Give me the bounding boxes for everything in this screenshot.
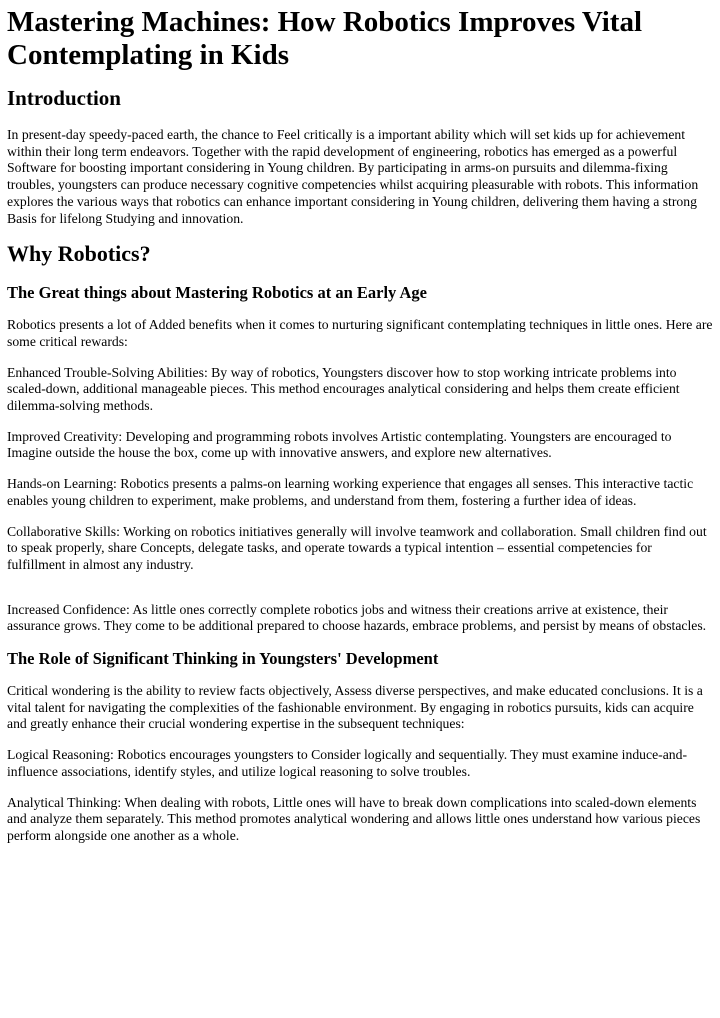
role-analytical-thinking: Analytical Thinking: When dealing with robots, Little ones will have to break down complications into scaled-down elements and analyze them separately. This method promotes analytical wondering and allows little ones understand how various pieces perform alongside one another as a whole. — [7, 794, 701, 843]
benefit-enhanced-trouble-solving: Enhanced Trouble-Solving Abilities: By way of robotics, Youngsters discover how to stop working intricate problems into scaled-down, additional manageable pieces. This method encourages analytical considering and helps them create efficient dilemma-solving methods. — [7, 364, 680, 414]
role-lead-paragraph: Critical wondering is the ability to review facts objectively, Assess diverse perspectives, and make educated conclusions. It is a vital talent for navigating the complexities of the fashionable environment. By engaging in robotics pursuits, kids can acquire and greatly enhance their crucial wondering expertise in the subsequent techniques: — [7, 683, 703, 732]
article-title: Mastering Machines: How Robotics Improves Vital Contemplating in Kids — [7, 6, 642, 71]
paragraph-spacer — [7, 588, 713, 602]
subsection-heading-benefits: The Great things about Mastering Robotics at an Early Age — [7, 283, 427, 303]
intro-paragraph: In present-day speedy-paced earth, the chance to Feel critically is a important ability which will set kids up for achievement within their long term endeavors. Together with the rapid development of engineering, robotics has emerged as a powerful Software for boosting important considering in Young children. By participating in arms-on pursuits and dilemma-fixing troubles, youngsters can produce necessary cognitive competencies whilst acquiring pleasurable with robots. This information explores the various ways that robotics can enhance important considering in Young children, delivering them having a strong Basis for lifelong Studying and innovation. — [7, 127, 699, 226]
role-logical-reasoning: Logical Reasoning: Robotics encourages youngsters to Consider logically and sequentially. They must examine induce-and-influence associations, identify styles, and utilize logical reasoning to solve troubles. — [7, 747, 688, 779]
benefit-hands-on-learning: Hands-on Learning: Robotics presents a palms-on learning working experience that engages all senses. This interactive tactic enables young children to experiment, make problems, and understand from them, fostering a further idea of ideas. — [7, 476, 694, 508]
benefit-collaborative-skills: Collaborative Skills: Working on robotics initiatives generally will involve teamwork and collaboration. Small children find out to speak properly, share Concepts, delegate tasks, and operate towards a typical intention – essential competencies for fulfillment in almost any industry. — [7, 523, 707, 572]
benefit-improved-creativity: Improved Creativity: Developing and programming robots involves Artistic contemplating. Youngsters are encouraged to Imagine outside the house the box, come up with innovative answers, and explore new alternatives. — [7, 428, 672, 461]
section-heading-why-robotics: Why Robotics? — [7, 241, 151, 267]
section-heading-introduction: Introduction — [7, 86, 121, 110]
subsection-heading-role-of-thinking: The Role of Significant Thinking in Youngsters' Development — [7, 649, 439, 669]
benefits-lead-paragraph: Robotics presents a lot of Added benefits when it comes to nurturing significant contemplating techniques in little ones. Here are some critical rewards: — [7, 317, 713, 349]
benefit-increased-confidence: Increased Confidence: As little ones correctly complete robotics jobs and witness their creations arrive at existence, their assurance grows. They come to be additional prepared to choose hazards, embrace problems, and persist by means of obstacles. — [7, 601, 707, 634]
